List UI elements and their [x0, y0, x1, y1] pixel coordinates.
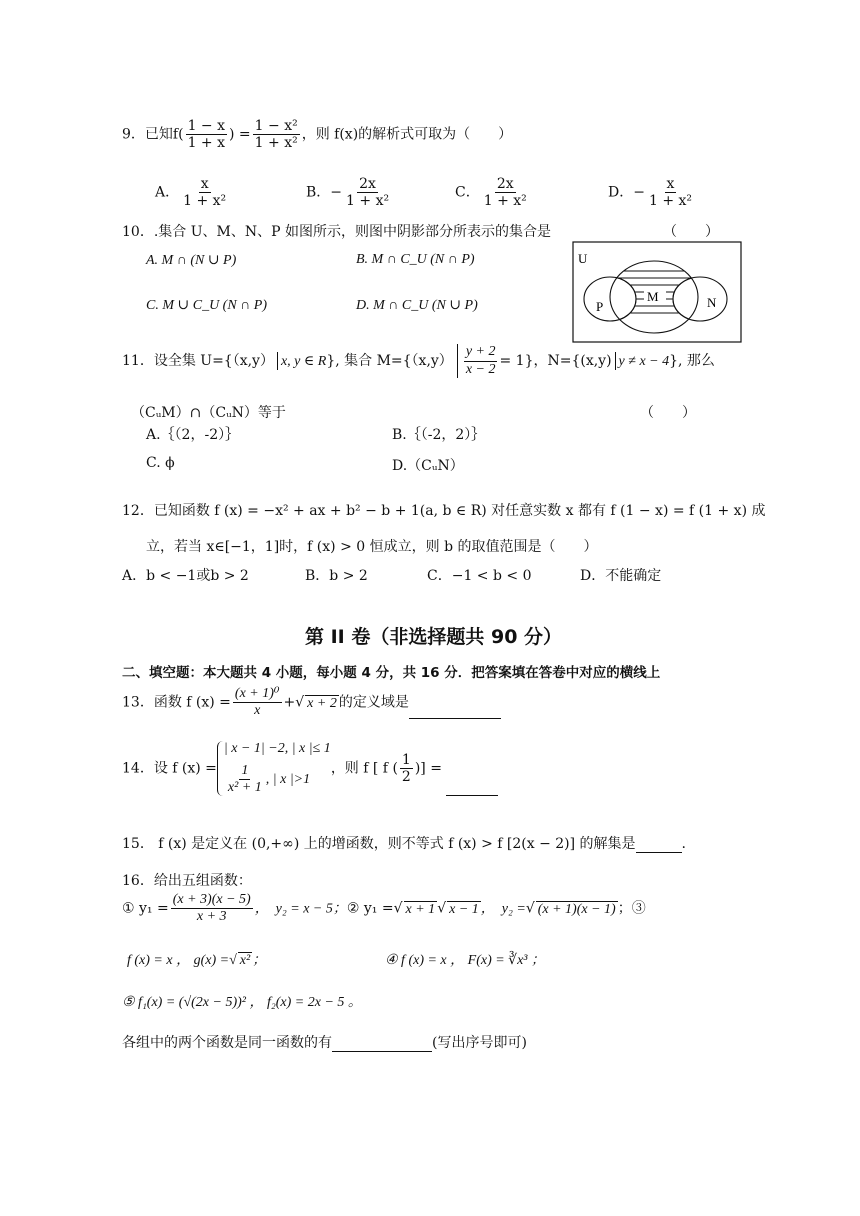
q13-answer-blank[interactable] [409, 704, 501, 719]
q12-line1: 12．已知函数 f (x) = −x² + ax + b² − b + 1(a, b ∈ R) 对任意实数 x 都有 f (1 − x) = f (1 + x) 成 [122, 503, 766, 519]
q9-number: 9．已知 [122, 126, 173, 143]
q9-tail: ，则 f(x)的解析式可取为（ ） [301, 126, 513, 143]
q12-option-c: C．−1 < b < 0 [427, 568, 532, 584]
label-n: N [707, 295, 717, 310]
q10-option-b: B. M ∩ C_U (N ∩ P) [356, 252, 475, 267]
section2-heading: 二、填空题：本大题共 4 小题，每小题 4 分，共 16 分．把答案填在答卷中对应的横线上 [122, 665, 661, 681]
question-15: 15． f (x) 是定义在 (0,+∞) 上的增函数，则不等式 f (x) > f [2(x − 2)] 的解集是 . [122, 836, 686, 852]
q9-equals: ) = [229, 126, 251, 143]
q9-option-c: C． $\frac{2x}{\text{1 + x²}}$ [455, 176, 527, 210]
q12-option-b: B．b > 2 [305, 568, 368, 584]
part2-title: 第 II 卷（非选择题共 90 分） [305, 626, 563, 648]
q12-option-d: D．不能确定 [580, 568, 662, 584]
q10-option-c: C. M ∪ C_U (N ∩ P) [146, 298, 268, 313]
q9-option-b: B．− $\frac{2x}{\text{1 + x²}}$ [306, 176, 390, 210]
q15-answer-blank[interactable] [636, 838, 682, 853]
question-14: 14．设 f (x) = | x − 1| −2, | x |≤ 1 $\frac{1}{\text{x² + 1}}$ , | x |>1 ，则 f [ f ( $\frac{1}{2}$ )] = [122, 741, 498, 796]
q16-group4: ④ f (x) = x ， F(x) = ∛x³ ； [385, 953, 546, 968]
q11-option-b: B.｛（-2，2）｝ [392, 427, 486, 443]
q11-option-a: A.｛（2，-2）｝ [146, 427, 240, 443]
label-p: P [596, 299, 604, 314]
q11-line2: （CᵤM）∩（CᵤN）等于 [131, 405, 286, 421]
label-m: M [647, 289, 659, 304]
q9-option-a: A． $\frac{x}{\text{1 + x²}}$ [155, 176, 227, 210]
q16-group3: f (x) = x ， g(x) =√ x² ； [127, 953, 267, 968]
q10-answer-paren: （ ） [663, 224, 719, 240]
q9-f-open: f( [172, 126, 184, 143]
q10-stem: 10．.集合 U、M、N、P 如图所示，则图中阴影部分所表示的集合是 [122, 224, 551, 240]
q10-option-a: A. M ∩ (N ∪ P) [146, 253, 237, 268]
q14-answer-blank[interactable] [446, 781, 498, 796]
q11-option-c: C. ϕ [146, 455, 175, 471]
q9-option-d: D．− $\frac{x}{\text{1 + x²}}$ [608, 176, 693, 210]
q11-answer-paren: （ ） [640, 405, 696, 421]
q16-row1: ① y₁ = $\frac{(x + 3)(x - 5)}{x + 3}$ ， y₂ = x − 5；② y₁ =√ x + 1 √ x − 1 ， y₂ =√ (x + 1)(x − 1) ；③ [122, 892, 646, 925]
q11-option-d: D.（CᵤN） [392, 458, 464, 474]
q16-answer-blank[interactable] [332, 1037, 432, 1052]
q9-rhs-fraction: $\frac{\text{1 − x²}}{\text{1 + x²}}$ [254, 118, 298, 152]
q9-lhs-fraction: $\frac{1 - x}{1 + x}$ [187, 118, 226, 152]
q16-question: 各组中的两个函数是同一函数的有 (写出序号即可) [122, 1035, 527, 1051]
question-11: 11．设全集 U={（x,y） x, y ∈ R}, 集合 M={（x,y） $\frac{y + 2}{x - 2}$ = 1}，N={(x,y) y ≠ x − 4}, 那么 [122, 344, 715, 377]
q16-group5: ⑤ f₁(x) = (√(2x − 5))² ， f₂(x) = 2x − 5 。 [122, 995, 362, 1010]
label-u: U [578, 251, 588, 266]
q12-option-a: A．b < −1或b > 2 [122, 568, 249, 584]
venn-diagram [572, 241, 742, 343]
q16-title: 16．给出五组函数： [122, 873, 252, 889]
q10-option-d: D. M ∩ C_U (N ∪ P) [356, 298, 478, 313]
question-9 [122, 118, 512, 151]
question-13: 13．函数 f (x) = $\frac{\text{(x + 1)⁰}}{x}$ +√ x + 2 的定义域是 [122, 686, 501, 719]
q12-line2: 立，若当 x∈[−1，1]时，f (x) > 0 恒成立，则 b 的取值范围是（ ） [146, 539, 598, 555]
